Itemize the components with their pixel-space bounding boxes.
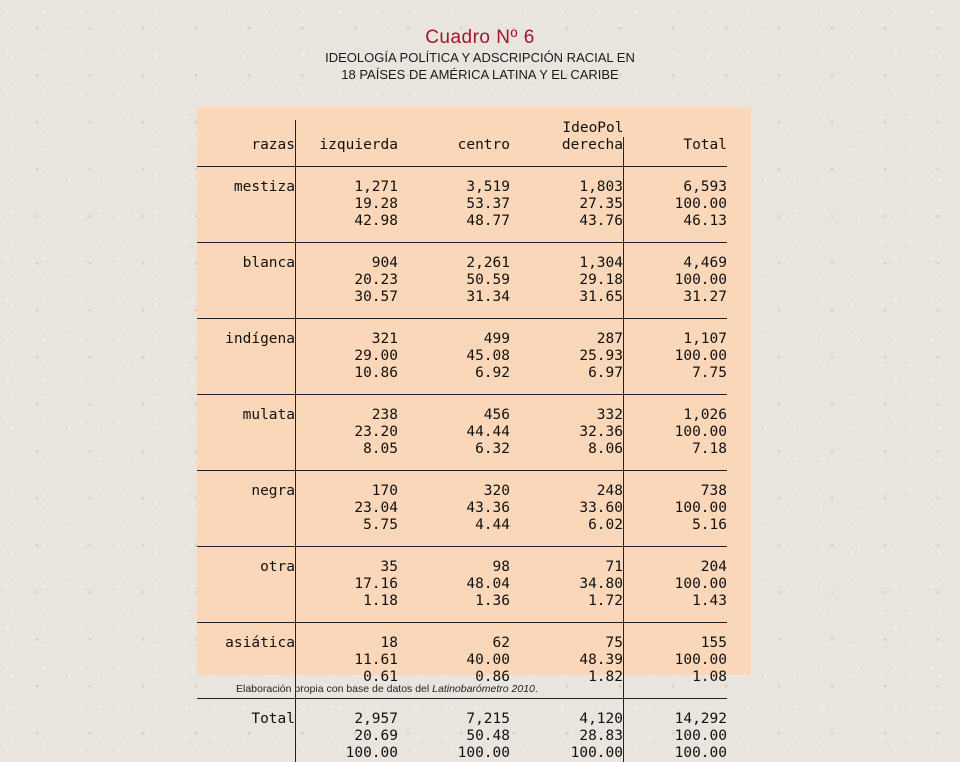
- cell-frequency: 2,957: [354, 711, 398, 727]
- cell-column-percent: 100.00: [457, 745, 510, 761]
- crosstab-table: [197, 120, 727, 762]
- cell-frequency: 35: [380, 559, 398, 575]
- cell-column-percent: 100.00: [345, 745, 398, 761]
- cell-total: [624, 711, 728, 762]
- cell-row-percent: 32.36: [579, 424, 623, 440]
- cell-column-percent: 7.75: [692, 365, 727, 381]
- column-header-centro: centro: [457, 137, 510, 153]
- table-row: [197, 559, 727, 610]
- cell-izquierda: [296, 483, 399, 534]
- table-row: [197, 255, 727, 306]
- cell-centro: [398, 635, 510, 686]
- cell-row-percent: 40.00: [466, 652, 510, 668]
- cell-derecha: [510, 331, 624, 382]
- cell-row-percent: 44.44: [466, 424, 510, 440]
- cell-column-percent: 46.13: [683, 213, 727, 229]
- footnote-suffix: .: [534, 683, 538, 695]
- cell-frequency: 1,271: [354, 179, 398, 195]
- column-header-row: [197, 137, 727, 154]
- cell-total: [624, 331, 728, 382]
- cell-row-percent: 45.08: [466, 348, 510, 364]
- cell-column-percent: 31.27: [683, 289, 727, 305]
- table-row: [197, 407, 727, 458]
- cell-column-percent: 6.97: [588, 365, 623, 381]
- cell-total: [624, 179, 728, 230]
- cell-row-percent: 33.60: [579, 500, 623, 516]
- cell-frequency: 14,292: [674, 711, 727, 727]
- cell-column-percent: 1.08: [692, 669, 727, 685]
- cell-izquierda: [296, 407, 399, 458]
- cell-column-percent: 30.57: [354, 289, 398, 305]
- cell-column-percent: 4.44: [475, 517, 510, 533]
- cell-frequency: 98: [492, 559, 510, 575]
- separator-row: [197, 230, 727, 243]
- cell-column-percent: 100.00: [570, 745, 623, 761]
- cell-column-percent: 1.18: [363, 593, 398, 609]
- separator-row: [197, 306, 727, 319]
- cell-centro: [398, 711, 510, 762]
- cell-frequency: 248: [596, 483, 623, 499]
- spacer-row: [197, 395, 727, 408]
- cell-frequency: 170: [371, 483, 398, 499]
- cell-derecha: [510, 559, 624, 610]
- cell-frequency: 204: [700, 559, 727, 575]
- cell-row-percent: 100.00: [674, 728, 727, 744]
- cell-total: [624, 483, 728, 534]
- column-header-derecha: derecha: [510, 137, 624, 154]
- cell-frequency: 456: [483, 407, 510, 423]
- cell-centro: [398, 331, 510, 382]
- slide-header: [0, 27, 960, 83]
- cell-column-percent: 7.18: [692, 441, 727, 457]
- separator-row: [197, 534, 727, 547]
- cell-row-percent: 25.93: [579, 348, 623, 364]
- separator-row: [197, 154, 727, 167]
- cell-column-percent: 42.98: [354, 213, 398, 229]
- table-row: [197, 179, 727, 230]
- cell-frequency: 287: [596, 331, 623, 347]
- cell-column-percent: 6.02: [588, 517, 623, 533]
- cell-frequency: 1,107: [683, 331, 727, 347]
- cell-frequency: 320: [483, 483, 510, 499]
- cell-frequency: 738: [700, 483, 727, 499]
- cell-centro: [398, 483, 510, 534]
- table-row: [197, 711, 727, 762]
- row-label: negra: [197, 483, 296, 534]
- cell-column-percent: 8.06: [588, 441, 623, 457]
- table-title: Cuadro Nº 6: [425, 27, 535, 48]
- table-subtitle-line1: IDEOLOGÍA POLÍTICA Y ADSCRIPCIÓN RACIAL EN: [325, 50, 635, 65]
- cell-row-percent: 48.04: [466, 576, 510, 592]
- cell-row-percent: 23.04: [354, 500, 398, 516]
- separator-row: [197, 458, 727, 471]
- cell-row-percent: 53.37: [466, 196, 510, 212]
- cell-frequency: 7,215: [466, 711, 510, 727]
- cell-column-percent: 10.86: [354, 365, 398, 381]
- spacer-row: [197, 623, 727, 636]
- cell-row-percent: 27.35: [579, 196, 623, 212]
- table-row: [197, 635, 727, 686]
- cell-derecha: [510, 407, 624, 458]
- cell-row-percent: 19.28: [354, 196, 398, 212]
- spacer-row: [197, 319, 727, 332]
- spacer-row: [197, 547, 727, 560]
- cell-column-percent: 1.72: [588, 593, 623, 609]
- cell-frequency: 4,120: [579, 711, 623, 727]
- cell-izquierda: [296, 635, 399, 686]
- cell-row-percent: 29.18: [579, 272, 623, 288]
- row-label: asiática: [197, 635, 296, 686]
- cell-row-percent: 43.36: [466, 500, 510, 516]
- separator-row: [197, 382, 727, 395]
- cell-derecha: [510, 635, 624, 686]
- cell-derecha: [510, 483, 624, 534]
- cell-column-percent: 1.43: [692, 593, 727, 609]
- spacer-row: [197, 243, 727, 256]
- cell-column-percent: 100.00: [674, 745, 727, 761]
- cell-frequency: 238: [371, 407, 398, 423]
- cell-row-percent: 100.00: [674, 272, 727, 288]
- cell-row-percent: 29.00: [354, 348, 398, 364]
- cell-column-percent: 0.86: [475, 669, 510, 685]
- cell-row-percent: 11.61: [354, 652, 398, 668]
- cell-column-percent: 5.16: [692, 517, 727, 533]
- cell-column-percent: 43.76: [579, 213, 623, 229]
- row-label: otra: [197, 559, 296, 610]
- cell-column-percent: 48.77: [466, 213, 510, 229]
- cell-column-percent: 1.82: [588, 669, 623, 685]
- cell-row-percent: 100.00: [674, 576, 727, 592]
- column-header-izquierda: izquierda: [319, 137, 398, 153]
- cell-column-percent: 6.92: [475, 365, 510, 381]
- cell-column-percent: 8.05: [363, 441, 398, 457]
- cell-column-percent: 31.34: [466, 289, 510, 305]
- cell-frequency: 62: [492, 635, 510, 651]
- cell-column-percent: 31.65: [579, 289, 623, 305]
- footnote-source: Latinobarómetro 2010: [432, 683, 535, 695]
- row-label: blanca: [197, 255, 296, 306]
- cell-centro: [398, 255, 510, 306]
- cell-frequency: 332: [596, 407, 623, 423]
- cell-frequency: 3,519: [466, 179, 510, 195]
- cell-column-percent: 0.61: [363, 669, 398, 685]
- cell-izquierda: [296, 559, 399, 610]
- cell-centro: [398, 407, 510, 458]
- cell-row-percent: 20.23: [354, 272, 398, 288]
- cell-frequency: 499: [483, 331, 510, 347]
- column-header-total: Total: [683, 137, 727, 153]
- row-header-label: razas: [197, 137, 296, 154]
- cell-frequency: 18: [380, 635, 398, 651]
- cell-frequency: 2,261: [466, 255, 510, 271]
- cell-total: [624, 559, 728, 610]
- cell-column-percent: 5.75: [363, 517, 398, 533]
- cell-izquierda: [296, 255, 399, 306]
- spanner-label: IdeoPol: [562, 120, 624, 136]
- cell-row-percent: 20.69: [354, 728, 398, 744]
- cell-frequency: 71: [605, 559, 623, 575]
- cell-frequency: 75: [605, 635, 623, 651]
- cell-frequency: 1,026: [683, 407, 727, 423]
- cell-row-percent: 100.00: [674, 348, 727, 364]
- cell-row-percent: 48.39: [579, 652, 623, 668]
- cell-row-percent: 23.20: [354, 424, 398, 440]
- table-subtitle-line2: 18 PAÍSES DE AMÉRICA LATINA Y EL CARIBE: [341, 67, 619, 82]
- cell-centro: [398, 179, 510, 230]
- row-label: mestiza: [197, 179, 296, 230]
- cell-total: [624, 407, 728, 458]
- cell-row-percent: 17.16: [354, 576, 398, 592]
- cell-row-percent: 100.00: [674, 652, 727, 668]
- cell-frequency: 904: [371, 255, 398, 271]
- cell-frequency: 321: [371, 331, 398, 347]
- cell-frequency: 4,469: [683, 255, 727, 271]
- table-row: [197, 331, 727, 382]
- cell-row-percent: 100.00: [674, 424, 727, 440]
- cell-frequency: 1,304: [579, 255, 623, 271]
- cell-frequency: 155: [700, 635, 727, 651]
- spacer-row: [197, 471, 727, 484]
- source-footnote: [236, 683, 538, 695]
- cell-centro: [398, 559, 510, 610]
- cell-row-percent: 50.48: [466, 728, 510, 744]
- cell-frequency: 1,803: [579, 179, 623, 195]
- cell-row-percent: 100.00: [674, 500, 727, 516]
- cell-derecha: [510, 255, 624, 306]
- spacer-row: [197, 167, 727, 180]
- spanner-row: [197, 120, 727, 137]
- row-label: Total: [197, 711, 296, 762]
- cell-row-percent: 100.00: [674, 196, 727, 212]
- cell-column-percent: 1.36: [475, 593, 510, 609]
- cell-derecha: [510, 179, 624, 230]
- cell-izquierda: [296, 711, 399, 762]
- cell-row-percent: 34.80: [579, 576, 623, 592]
- cell-izquierda: [296, 179, 399, 230]
- cell-total: [624, 255, 728, 306]
- cell-izquierda: [296, 331, 399, 382]
- cell-derecha: [510, 711, 624, 762]
- cell-row-percent: 28.83: [579, 728, 623, 744]
- footnote-prefix: Elaboración propia con base de datos del: [236, 683, 433, 695]
- cell-total: [624, 635, 728, 686]
- separator-row: [197, 610, 727, 623]
- cell-row-percent: 50.59: [466, 272, 510, 288]
- table-row: [197, 483, 727, 534]
- cell-column-percent: 6.32: [475, 441, 510, 457]
- spacer-row: [197, 699, 727, 712]
- row-label: indígena: [197, 331, 296, 382]
- cell-frequency: 6,593: [683, 179, 727, 195]
- row-label: mulata: [197, 407, 296, 458]
